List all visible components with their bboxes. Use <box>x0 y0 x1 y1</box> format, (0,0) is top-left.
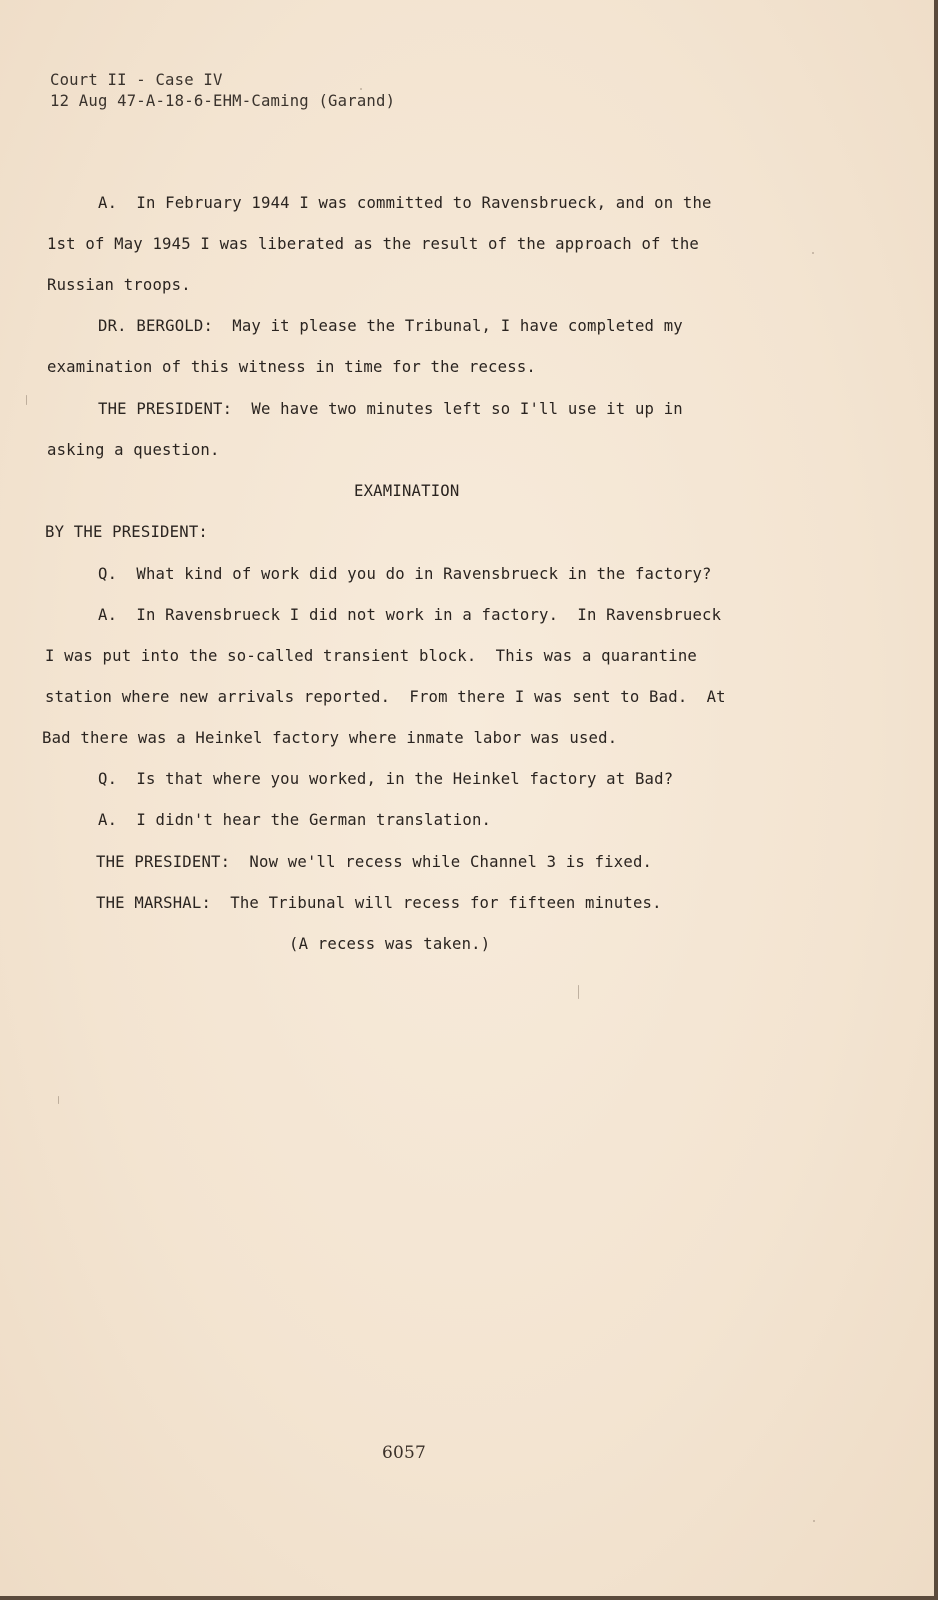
transcript-line: THE PRESIDENT: Now we'll recess while Channel 3 is fixed. <box>96 853 653 871</box>
paper-speck <box>26 395 27 405</box>
case-header-court: Court II - Case IV <box>50 71 223 89</box>
paper-speck <box>578 985 579 999</box>
transcript-line: I was put into the so-called transient block. This was a quarantine <box>45 647 697 665</box>
transcript-line: Q. Is that where you worked, in the Heinkel factory at Bad? <box>98 770 674 788</box>
case-header-session: 12 Aug 47-A-18-6-EHM-Caming (Garand) <box>50 92 396 110</box>
transcript-line: THE MARSHAL: The Tribunal will recess for fifteen minutes. <box>96 894 662 912</box>
transcript-line: Russian troops. <box>47 276 191 294</box>
transcript-line: A. In February 1944 I was committed to Ravensbrueck, and on the <box>98 194 712 212</box>
paper-speck <box>360 88 362 90</box>
transcript-line: A. I didn't hear the German translation. <box>98 811 492 829</box>
section-heading-examination: EXAMINATION <box>354 482 460 500</box>
transcript-line: Q. What kind of work did you do in Ravensbrueck in the factory? <box>98 565 712 583</box>
transcript-line: Bad there was a Heinkel factory where inmate labor was used. <box>42 729 618 747</box>
recess-note: (A recess was taken.) <box>289 935 491 953</box>
transcript-line: THE PRESIDENT: We have two minutes left so I'll use it up in <box>98 400 683 418</box>
paper-speck <box>812 252 814 254</box>
transcript-line: A. In Ravensbrueck I did not work in a factory. In Ravensbrueck <box>98 606 722 624</box>
transcript-line: station where new arrivals reported. From there I was sent to Bad. At <box>45 688 726 706</box>
transcript-line: DR. BERGOLD: May it please the Tribunal, I have completed my <box>98 317 683 335</box>
transcript-line: 1st of May 1945 I was liberated as the result of the approach of the <box>47 235 699 253</box>
page-number: 6057 <box>382 1443 427 1463</box>
paper-speck <box>813 1520 815 1522</box>
transcript-line: examination of this witness in time for the recess. <box>47 358 536 376</box>
examiner-heading: BY THE PRESIDENT: <box>45 523 208 541</box>
paper-speck <box>58 1096 59 1104</box>
transcript-line: asking a question. <box>47 441 220 459</box>
